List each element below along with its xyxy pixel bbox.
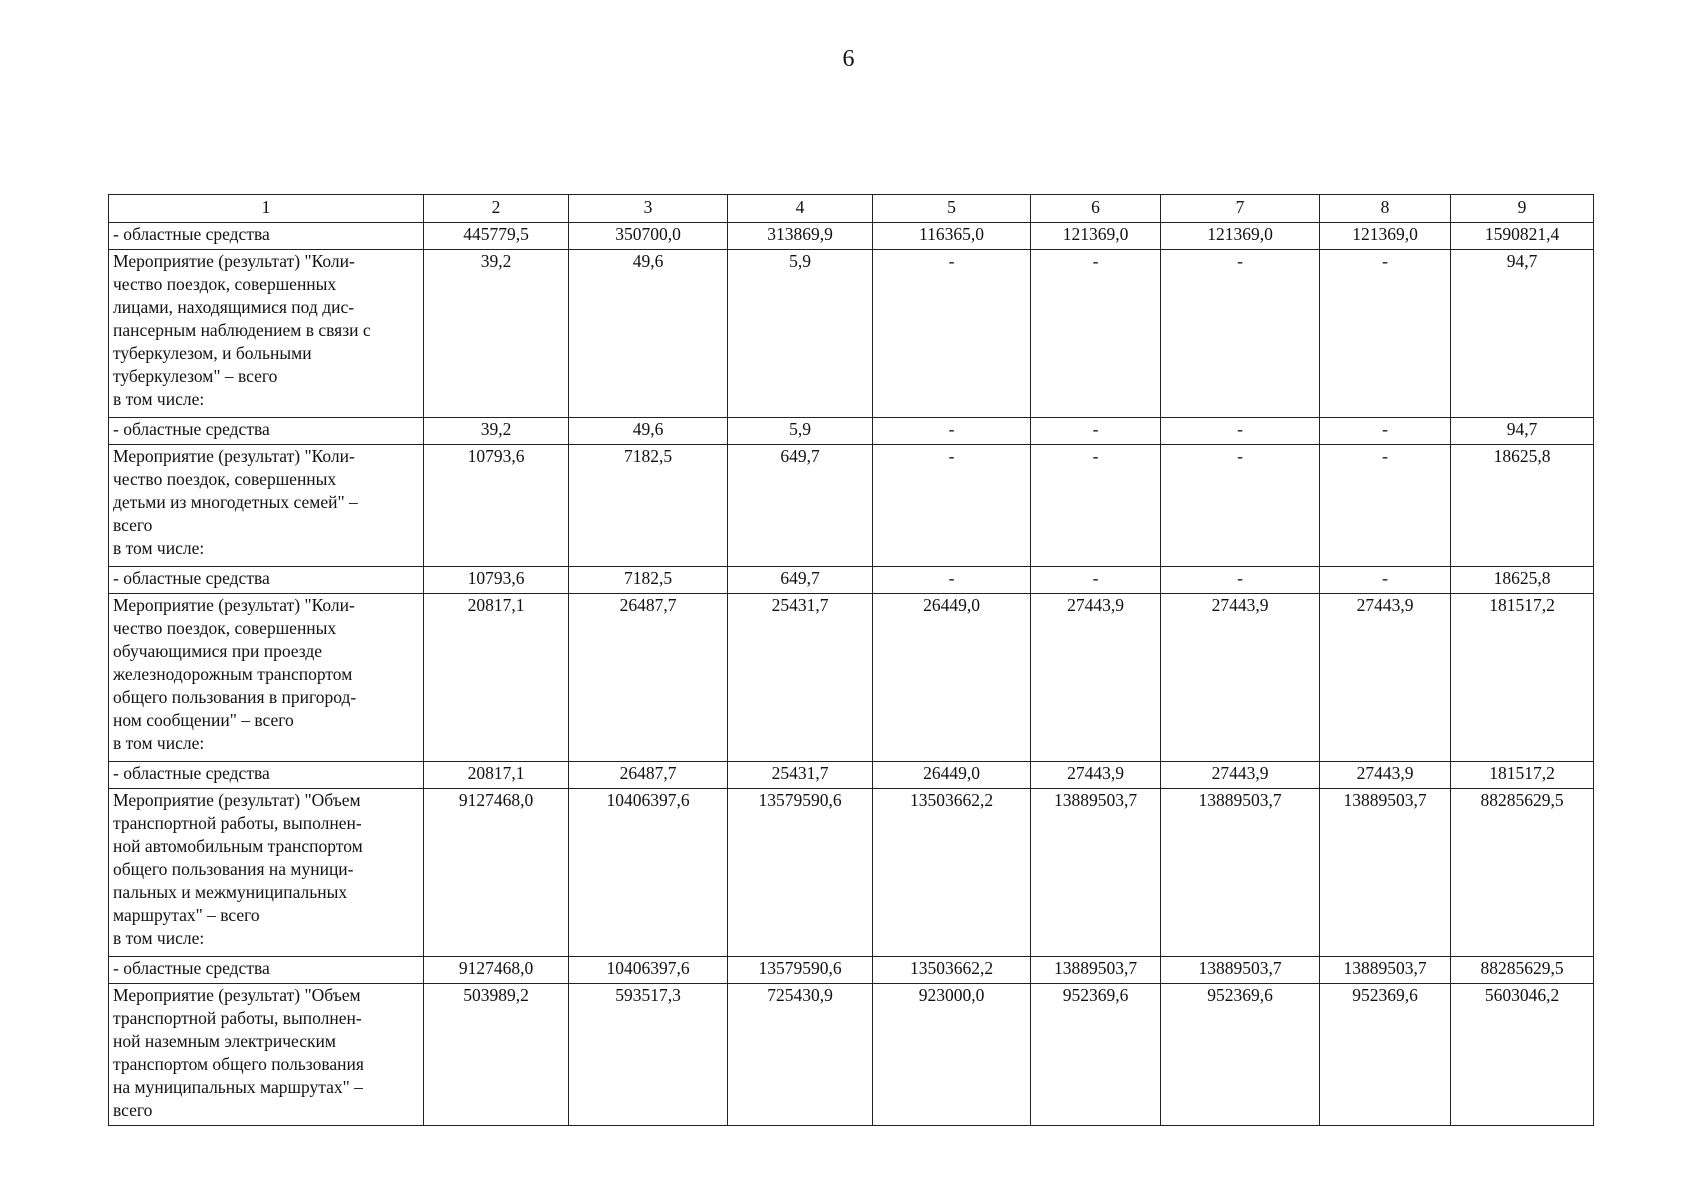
column-number: 8	[1320, 195, 1451, 223]
cell-value: 445779,5	[424, 223, 569, 250]
cell-value: 13889503,7	[1161, 957, 1320, 984]
cell-value: -	[1031, 250, 1161, 418]
cell-value: 5,9	[728, 418, 873, 445]
cell-value: 181517,2	[1451, 594, 1594, 762]
column-number: 7	[1161, 195, 1320, 223]
cell-value: 13503662,2	[873, 789, 1031, 957]
table-body	[109, 195, 1594, 1126]
cell-value: 121369,0	[1161, 223, 1320, 250]
row-label: Мероприятие (результат) "Объем транспортной работы, выполнен- ной наземным электрическим транспортом общего пользования на муниципальных маршрутах" – всего	[109, 984, 424, 1126]
row-label: Мероприятие (результат) "Объем транспортной работы, выполнен- ной автомобильным транспортом общего пользования на муници- пальных и межмуниципальных маршрутах" – всего в том числе:	[109, 789, 424, 957]
cell-value: 649,7	[728, 445, 873, 567]
table-row	[109, 789, 1594, 957]
cell-value: 13889503,7	[1320, 957, 1451, 984]
cell-value: 181517,2	[1451, 762, 1594, 789]
cell-value: 593517,3	[569, 984, 728, 1126]
cell-value: 13889503,7	[1031, 957, 1161, 984]
column-number: 9	[1451, 195, 1594, 223]
column-number: 2	[424, 195, 569, 223]
table-row	[109, 984, 1594, 1126]
cell-value: 13889503,7	[1161, 789, 1320, 957]
cell-value: 27443,9	[1031, 594, 1161, 762]
cell-value: -	[1161, 567, 1320, 594]
cell-value: 49,6	[569, 418, 728, 445]
cell-value: -	[873, 418, 1031, 445]
cell-value: 94,7	[1451, 418, 1594, 445]
cell-value: 5603046,2	[1451, 984, 1594, 1126]
budget-table	[108, 194, 1594, 1126]
cell-value: 20817,1	[424, 594, 569, 762]
cell-value: -	[1161, 250, 1320, 418]
row-label: - областные средства	[109, 957, 424, 984]
table-row	[109, 250, 1594, 418]
row-label: - областные средства	[109, 418, 424, 445]
row-label: Мероприятие (результат) "Коли- чество поездок, совершенных лицами, находящимися под дис- пансерным наблюдением в связи с туберкулезом, и больными туберкулезом" – всего в том числе:	[109, 250, 424, 418]
row-label: - областные средства	[109, 762, 424, 789]
cell-value: 27443,9	[1161, 762, 1320, 789]
table-row	[109, 594, 1594, 762]
cell-value: 26487,7	[569, 762, 728, 789]
cell-value: 7182,5	[569, 445, 728, 567]
table-row	[109, 418, 1594, 445]
column-number: 4	[728, 195, 873, 223]
cell-value: -	[1161, 445, 1320, 567]
table-row	[109, 762, 1594, 789]
column-number: 6	[1031, 195, 1161, 223]
cell-value: 88285629,5	[1451, 957, 1594, 984]
cell-value: 13889503,7	[1031, 789, 1161, 957]
row-label: - областные средства	[109, 223, 424, 250]
cell-value: -	[1161, 418, 1320, 445]
cell-value: -	[873, 445, 1031, 567]
table-row	[109, 223, 1594, 250]
cell-value: 26487,7	[569, 594, 728, 762]
cell-value: 18625,8	[1451, 445, 1594, 567]
cell-value: 923000,0	[873, 984, 1031, 1126]
column-number: 1	[109, 195, 424, 223]
cell-value: -	[1031, 418, 1161, 445]
cell-value: 39,2	[424, 418, 569, 445]
cell-value: -	[1031, 445, 1161, 567]
cell-value: 13503662,2	[873, 957, 1031, 984]
page-number: 6	[842, 46, 855, 72]
cell-value: 10793,6	[424, 445, 569, 567]
cell-value: 121369,0	[1320, 223, 1451, 250]
cell-value: 27443,9	[1161, 594, 1320, 762]
cell-value: 725430,9	[728, 984, 873, 1126]
cell-value: 18625,8	[1451, 567, 1594, 594]
cell-value: 10406397,6	[569, 789, 728, 957]
cell-value: 10793,6	[424, 567, 569, 594]
cell-value: 121369,0	[1031, 223, 1161, 250]
cell-value: -	[1320, 567, 1451, 594]
cell-value: -	[873, 250, 1031, 418]
cell-value: 9127468,0	[424, 789, 569, 957]
cell-value: 88285629,5	[1451, 789, 1594, 957]
cell-value: 7182,5	[569, 567, 728, 594]
row-label: Мероприятие (результат) "Коли- чество поездок, совершенных детьми из многодетных семей" – всего в том числе:	[109, 445, 424, 567]
cell-value: 25431,7	[728, 762, 873, 789]
table-row	[109, 567, 1594, 594]
cell-value: 25431,7	[728, 594, 873, 762]
cell-value: 952369,6	[1320, 984, 1451, 1126]
cell-value: 10406397,6	[569, 957, 728, 984]
column-number: 3	[569, 195, 728, 223]
cell-value: 13889503,7	[1320, 789, 1451, 957]
cell-value: 13579590,6	[728, 957, 873, 984]
cell-value: 503989,2	[424, 984, 569, 1126]
cell-value: -	[1320, 250, 1451, 418]
cell-value: 350700,0	[569, 223, 728, 250]
cell-value: 20817,1	[424, 762, 569, 789]
cell-value: 952369,6	[1161, 984, 1320, 1126]
cell-value: 5,9	[728, 250, 873, 418]
cell-value: 27443,9	[1320, 762, 1451, 789]
cell-value: 1590821,4	[1451, 223, 1594, 250]
cell-value: 116365,0	[873, 223, 1031, 250]
row-label: - областные средства	[109, 567, 424, 594]
cell-value: 952369,6	[1031, 984, 1161, 1126]
cell-value: 26449,0	[873, 594, 1031, 762]
cell-value: -	[1031, 567, 1161, 594]
cell-value: 9127468,0	[424, 957, 569, 984]
cell-value: 94,7	[1451, 250, 1594, 418]
column-number: 5	[873, 195, 1031, 223]
cell-value: 39,2	[424, 250, 569, 418]
cell-value: 313869,9	[728, 223, 873, 250]
cell-value: 13579590,6	[728, 789, 873, 957]
column-number-row	[109, 195, 1594, 223]
row-label: Мероприятие (результат) "Коли- чество поездок, совершенных обучающимися при проезде железнодорожным транспортом общего пользования в пригород- ном сообщении" – всего в том числе:	[109, 594, 424, 762]
cell-value: 649,7	[728, 567, 873, 594]
cell-value: 27443,9	[1320, 594, 1451, 762]
cell-value: -	[1320, 445, 1451, 567]
cell-value: 49,6	[569, 250, 728, 418]
cell-value: -	[1320, 418, 1451, 445]
cell-value: -	[873, 567, 1031, 594]
table-row	[109, 957, 1594, 984]
cell-value: 26449,0	[873, 762, 1031, 789]
table-row	[109, 445, 1594, 567]
cell-value: 27443,9	[1031, 762, 1161, 789]
